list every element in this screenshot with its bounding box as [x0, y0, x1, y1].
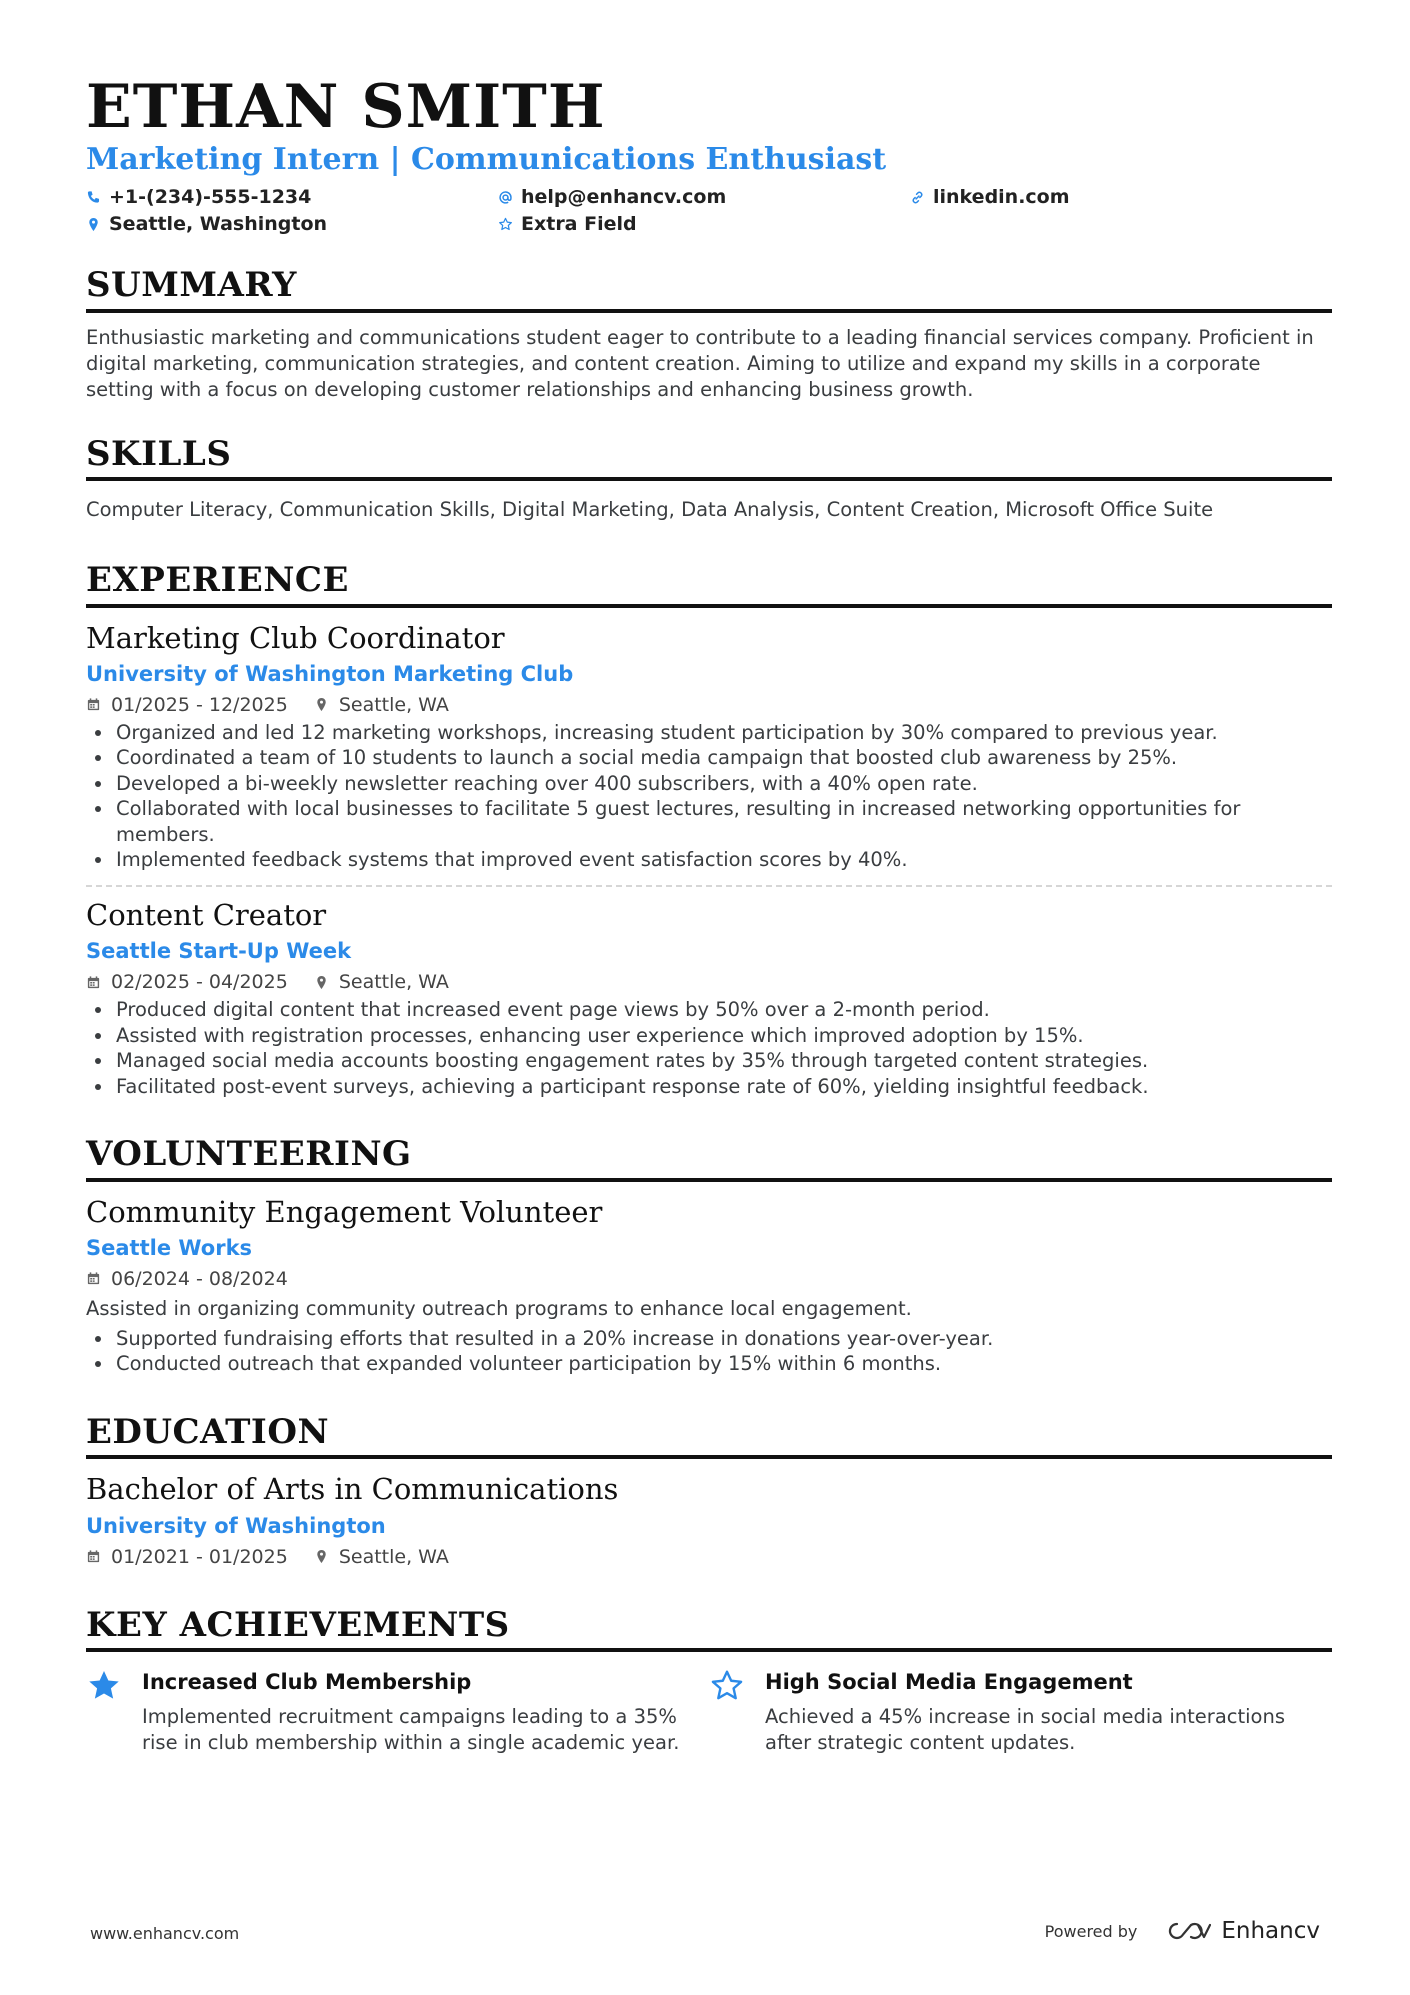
list-item: • Organized and led 12 marketing workshops, increasing student participation by 30% compared to previous year.	[114, 720, 1332, 746]
entry-meta	[86, 1546, 1332, 1568]
email-text: help@enhancv.com	[521, 186, 727, 208]
achievements-section	[86, 1604, 1332, 1757]
list-item: • Supported fundraising efforts that resulted in a 20% increase in donations year-over-year.	[114, 1326, 1332, 1352]
entry-location: Seattle, WA	[338, 693, 449, 716]
achievements-heading: KEY ACHIEVEMENTS	[86, 1604, 1332, 1653]
footer	[90, 1918, 1320, 1948]
entry-meta	[86, 694, 1332, 716]
education-heading: EDUCATION	[86, 1411, 1332, 1460]
map-pin-icon	[314, 697, 329, 712]
achievement-title: Increased Club Membership	[142, 1670, 472, 1694]
school-name: University of Washington	[86, 1513, 386, 1538]
candidate-headline: Marketing Intern | Communications Enthusiast	[86, 142, 887, 177]
brand-name: Enhancv	[1221, 1918, 1320, 1944]
achievement-text: Implemented recruitment campaigns leading to a 35% rise in club membership within a single academic year.	[142, 1705, 680, 1754]
achievement-item	[86, 1670, 709, 1756]
list-item: • Implemented feedback systems that improved event satisfaction scores by 40%.	[114, 847, 1332, 873]
entry-dates: 06/2024 - 08/2024	[111, 1267, 288, 1290]
resume-page	[86, 72, 1332, 1756]
list-item: • Managed social media accounts boosting engagement rates by 35% through targeted content strategies.	[114, 1048, 1332, 1074]
footer-website[interactable]: www.enhancv.com	[90, 1924, 240, 1943]
achievement-item	[709, 1670, 1332, 1756]
calendar-icon	[86, 1271, 101, 1286]
list-item: • Produced digital content that increased event page views by 50% over a 2-month period.	[114, 997, 1332, 1023]
skills-section	[86, 433, 1332, 524]
company-name: University of Washington Marketing Club	[86, 661, 574, 686]
skills-heading: SKILLS	[86, 433, 1332, 482]
achievement-title: High Social Media Engagement	[765, 1670, 1133, 1694]
job-title: Marketing Club Coordinator	[86, 620, 505, 655]
star-filled-icon	[86, 1668, 122, 1704]
contact-linkedin[interactable]	[910, 186, 1070, 208]
entry-dates: 01/2021 - 01/2025	[111, 1545, 288, 1568]
link-icon	[910, 190, 925, 205]
entry-dates: 01/2025 - 12/2025	[111, 693, 288, 716]
achievement-list	[86, 720, 1332, 873]
footer-branding	[1045, 1918, 1320, 1944]
entry-meta	[86, 1268, 1332, 1290]
list-item: • Coordinated a team of 10 students to launch a social media campaign that boosted club awareness by 25%.	[114, 745, 1332, 771]
job-title: Content Creator	[86, 897, 327, 932]
map-pin-icon	[86, 217, 101, 232]
achievements-row	[86, 1670, 1332, 1756]
star-outline-icon	[709, 1668, 745, 1704]
summary-text: Enthusiastic marketing and communications student eager to contribute to a leading financial services company. Proficient in digital marketing, communication strategies, and content creation. Aiming to utilize and expand my skills in a corporate setting with a focus on developing customer relationships and enhancing business growth.	[86, 325, 1314, 401]
enhancv-logo[interactable]	[1165, 1918, 1320, 1944]
degree-title: Bachelor of Arts in Communications	[86, 1472, 619, 1507]
contact-phone[interactable]	[86, 186, 311, 208]
volunteer-role: Community Engagement Volunteer	[86, 1194, 603, 1229]
phone-text: +1-(234)-555-1234	[109, 186, 312, 208]
achievement-list	[86, 1326, 1332, 1377]
experience-section	[86, 559, 1332, 1099]
list-item: • Conducted outreach that expanded volunteer participation by 15% within 6 months.	[114, 1351, 1332, 1377]
calendar-icon	[86, 975, 101, 990]
list-item: • Collaborated with local businesses to facilitate 5 guest lectures, resulting in increased networking opportunities for members.	[114, 796, 1332, 847]
volunteer-description: Assisted in organizing community outreach programs to enhance local engagement.	[86, 1296, 912, 1320]
skills-text: Computer Literacy, Communication Skills, Digital Marketing, Data Analysis, Content Creation, Microsoft Office Suite	[86, 498, 1214, 521]
experience-entry	[86, 620, 1332, 873]
list-item: • Developed a bi-weekly newsletter reaching over 400 subscribers, with a 40% open rate.	[114, 771, 1332, 797]
calendar-icon	[86, 1549, 101, 1564]
experience-entry	[86, 897, 1332, 1099]
company-name: Seattle Start-Up Week	[86, 939, 352, 963]
map-pin-icon	[314, 1549, 329, 1564]
entry-divider	[86, 885, 1332, 887]
contact-email[interactable]	[498, 186, 726, 208]
enhancv-logo-icon	[1165, 1920, 1211, 1942]
summary-heading: SUMMARY	[86, 264, 1332, 313]
volunteer-org: Seattle Works	[86, 1235, 253, 1260]
volunteering-heading: VOLUNTEERING	[86, 1133, 1332, 1182]
experience-heading: EXPERIENCE	[86, 559, 1332, 608]
phone-icon	[86, 190, 101, 205]
contact-info	[86, 182, 1332, 238]
entry-meta	[86, 971, 1332, 993]
list-item: • Assisted with registration processes, enhancing user experience which improved adoption by 15%.	[114, 1023, 1332, 1049]
calendar-icon	[86, 697, 101, 712]
linkedin-text: linkedin.com	[933, 186, 1070, 208]
education-section	[86, 1411, 1332, 1568]
contact-location	[86, 213, 327, 235]
list-item: • Facilitated post-event surveys, achieving a participant response rate of 60%, yielding insightful feedback.	[114, 1074, 1332, 1100]
star-outline-icon	[498, 217, 513, 232]
at-icon	[498, 190, 513, 205]
map-pin-icon	[314, 975, 329, 990]
summary-section	[86, 264, 1332, 403]
entry-location: Seattle, WA	[338, 971, 449, 993]
powered-by-label: Powered by	[1044, 1921, 1138, 1941]
candidate-name: ETHAN SMITH	[86, 72, 606, 142]
volunteering-section	[86, 1133, 1332, 1377]
location-text: Seattle, Washington	[109, 213, 328, 235]
achievement-text: Achieved a 45% increase in social media interactions after strategic content updates.	[765, 1705, 1286, 1754]
achievement-list	[86, 997, 1332, 1099]
entry-location: Seattle, WA	[338, 1545, 449, 1568]
entry-dates: 02/2025 - 04/2025	[111, 971, 288, 993]
extra-field-text: Extra Field	[521, 213, 637, 235]
contact-extra	[498, 213, 637, 235]
